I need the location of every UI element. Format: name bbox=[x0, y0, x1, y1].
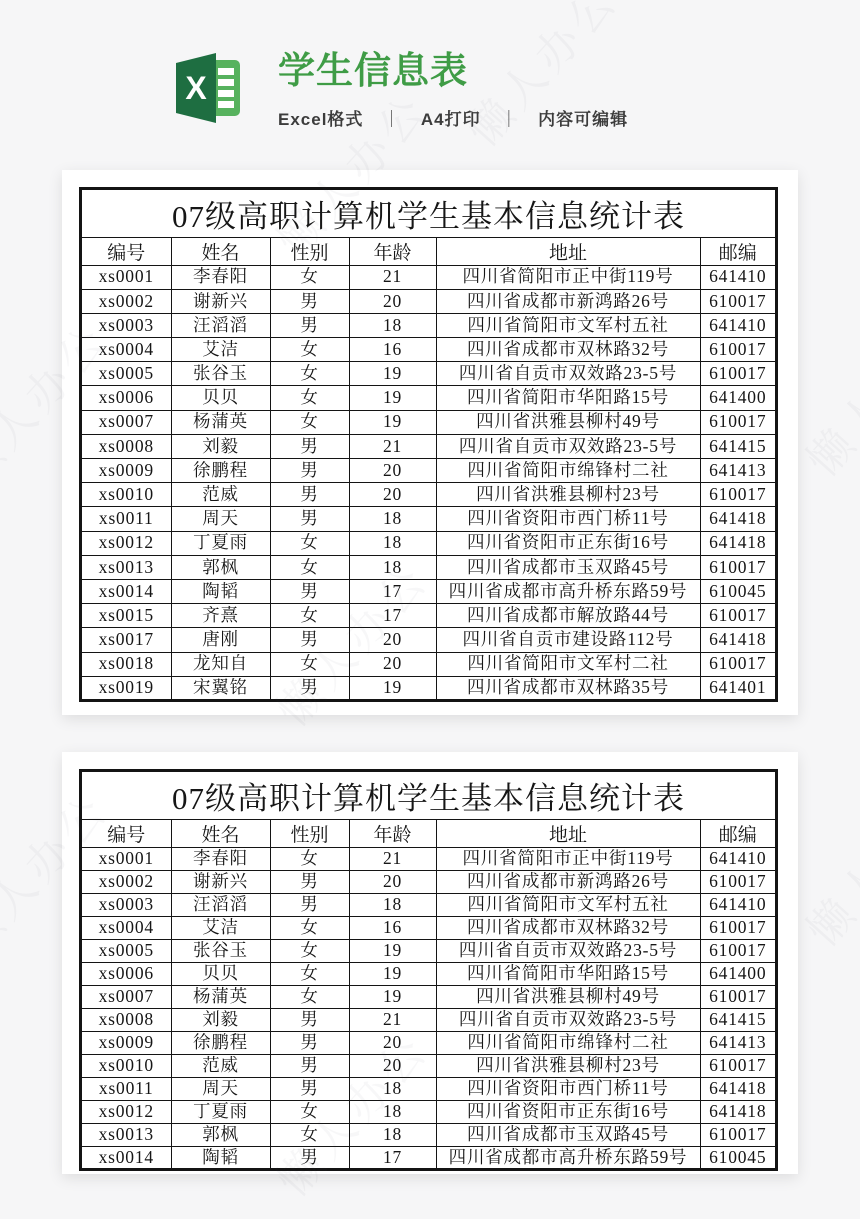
table-cell: 男 bbox=[270, 893, 349, 916]
table-cell: xs0009 bbox=[81, 459, 171, 483]
table-cell: xs0007 bbox=[81, 410, 171, 434]
table-cell: 610017 bbox=[700, 870, 776, 893]
table-cell: 刘毅 bbox=[171, 434, 270, 458]
table-cell: 四川省洪雅县柳村23号 bbox=[436, 1054, 700, 1077]
table-cell: 张谷玉 bbox=[171, 362, 270, 386]
table-cell: 四川省简阳市文军村五社 bbox=[436, 893, 700, 916]
table-cell: xs0011 bbox=[81, 1077, 171, 1100]
table-cell: xs0008 bbox=[81, 1008, 171, 1031]
table-cell: 610017 bbox=[700, 362, 776, 386]
table-cell: 唐刚 bbox=[171, 628, 270, 652]
table-cell: 女 bbox=[270, 939, 349, 962]
table-cell: 周天 bbox=[171, 1077, 270, 1100]
table-cell: xs0010 bbox=[81, 1054, 171, 1077]
table-cell: xs0005 bbox=[81, 939, 171, 962]
table-cell: 四川省自贡市双效路23-5号 bbox=[436, 434, 700, 458]
table-cell: 男 bbox=[270, 870, 349, 893]
table-cell: 男 bbox=[270, 1008, 349, 1031]
table-cell: 18 bbox=[349, 893, 436, 916]
table-row bbox=[81, 507, 776, 531]
table-cell: 四川省成都市双林路32号 bbox=[436, 916, 700, 939]
table-cell: xs0011 bbox=[81, 507, 171, 531]
table-cell: 四川省资阳市西门桥11号 bbox=[436, 507, 700, 531]
table-cell: 610017 bbox=[700, 338, 776, 362]
table-cell: 陶韬 bbox=[171, 1146, 270, 1169]
table-cell: 19 bbox=[349, 386, 436, 410]
table-cell: 四川省洪雅县柳村49号 bbox=[436, 985, 700, 1008]
table-cell: 丁夏雨 bbox=[171, 1100, 270, 1123]
table-cell: xs0007 bbox=[81, 985, 171, 1008]
table-cell: 610017 bbox=[700, 652, 776, 676]
table-cell: 17 bbox=[349, 579, 436, 603]
table-cell: xs0019 bbox=[81, 676, 171, 700]
table-row bbox=[81, 847, 776, 870]
table-cell: 641400 bbox=[700, 386, 776, 410]
table-row bbox=[81, 483, 776, 507]
table-cell: 19 bbox=[349, 676, 436, 700]
table-cell: 四川省自贡市双效路23-5号 bbox=[436, 1008, 700, 1031]
table-cell: 四川省成都市高升桥东路59号 bbox=[436, 1146, 700, 1169]
table-cell: 四川省成都市解放路44号 bbox=[436, 604, 700, 628]
table-cell: 男 bbox=[270, 1146, 349, 1169]
column-header: 地址 bbox=[436, 237, 700, 265]
excel-icon-letter: X bbox=[185, 70, 207, 106]
table-row bbox=[81, 916, 776, 939]
table-row bbox=[81, 362, 776, 386]
table-row bbox=[81, 386, 776, 410]
table-row bbox=[81, 531, 776, 555]
table-cell: 18 bbox=[349, 1100, 436, 1123]
table-cell: 龙知自 bbox=[171, 652, 270, 676]
column-header: 编号 bbox=[81, 819, 171, 847]
column-header: 邮编 bbox=[700, 237, 776, 265]
table-cell: 陶韬 bbox=[171, 579, 270, 603]
table-cell: 男 bbox=[270, 507, 349, 531]
table-cell: xs0013 bbox=[81, 1123, 171, 1146]
table-row bbox=[81, 870, 776, 893]
table-cell: 女 bbox=[270, 962, 349, 985]
table-cell: 610017 bbox=[700, 1054, 776, 1077]
table-cell: 男 bbox=[270, 676, 349, 700]
table-cell: 20 bbox=[349, 870, 436, 893]
table-cell: 四川省自贡市双效路23-5号 bbox=[436, 939, 700, 962]
table-cell: 四川省洪雅县柳村49号 bbox=[436, 410, 700, 434]
table-cell: xs0014 bbox=[81, 579, 171, 603]
subtitle-part-format: Excel格式 bbox=[278, 109, 364, 129]
table-cell: 男 bbox=[270, 628, 349, 652]
table-cell: 女 bbox=[270, 1123, 349, 1146]
table-row bbox=[81, 1123, 776, 1146]
watermark-text bbox=[789, 296, 860, 487]
table-cell: 女 bbox=[270, 985, 349, 1008]
table-cell: 610017 bbox=[700, 1123, 776, 1146]
table-cell: xs0013 bbox=[81, 555, 171, 579]
table-cell: 610017 bbox=[700, 939, 776, 962]
subtitle-separator: ｜ bbox=[383, 109, 402, 129]
table-cell: 女 bbox=[270, 410, 349, 434]
table-cell: 李春阳 bbox=[171, 847, 270, 870]
table-cell: 四川省成都市新鸿路26号 bbox=[436, 870, 700, 893]
table-row bbox=[81, 313, 776, 337]
table-cell: 女 bbox=[270, 555, 349, 579]
table-cell: 20 bbox=[349, 1054, 436, 1077]
table-cell: 男 bbox=[270, 1031, 349, 1054]
table-cell: 19 bbox=[349, 410, 436, 434]
table-cell: 641400 bbox=[700, 962, 776, 985]
table-cell: 21 bbox=[349, 434, 436, 458]
table-cell: 641410 bbox=[700, 313, 776, 337]
table-cell: 20 bbox=[349, 1031, 436, 1054]
table-row bbox=[81, 985, 776, 1008]
table-cell: 四川省简阳市正中街119号 bbox=[436, 265, 700, 289]
table-cell: xs0001 bbox=[81, 265, 171, 289]
table-cell: 19 bbox=[349, 939, 436, 962]
table-cell: 郭枫 bbox=[171, 1123, 270, 1146]
table-cell: 杨蒲英 bbox=[171, 410, 270, 434]
table-cell: 李春阳 bbox=[171, 265, 270, 289]
table-cell: 周天 bbox=[171, 507, 270, 531]
table-cell: 16 bbox=[349, 338, 436, 362]
table-row bbox=[81, 410, 776, 434]
table-cell: xs0003 bbox=[81, 893, 171, 916]
preview-card-1 bbox=[62, 170, 798, 715]
table-title: 07级高职计算机学生基本信息统计表 bbox=[81, 771, 776, 819]
table-cell: 641418 bbox=[700, 628, 776, 652]
table-cell: 女 bbox=[270, 265, 349, 289]
table-cell: 20 bbox=[349, 483, 436, 507]
table-cell: 汪滔滔 bbox=[171, 313, 270, 337]
table-cell: 20 bbox=[349, 628, 436, 652]
table-cell: xs0012 bbox=[81, 1100, 171, 1123]
table-cell: 四川省简阳市绵锋村二社 bbox=[436, 1031, 700, 1054]
column-header: 地址 bbox=[436, 819, 700, 847]
table-cell: 杨蒲英 bbox=[171, 985, 270, 1008]
table-cell: 谢新兴 bbox=[171, 289, 270, 313]
table-row bbox=[81, 434, 776, 458]
table-cell: xs0015 bbox=[81, 604, 171, 628]
table-cell: 610045 bbox=[700, 579, 776, 603]
table-cell: 贝贝 bbox=[171, 962, 270, 985]
table-cell: xs0008 bbox=[81, 434, 171, 458]
table-cell: 610017 bbox=[700, 604, 776, 628]
table-cell: 男 bbox=[270, 313, 349, 337]
table-cell: 四川省简阳市文军村五社 bbox=[436, 313, 700, 337]
table-cell: xs0002 bbox=[81, 289, 171, 313]
column-header: 姓名 bbox=[171, 237, 270, 265]
column-header: 性别 bbox=[270, 819, 349, 847]
table-cell: xs0009 bbox=[81, 1031, 171, 1054]
table-cell: 21 bbox=[349, 847, 436, 870]
table-cell: xs0001 bbox=[81, 847, 171, 870]
table-cell: 17 bbox=[349, 604, 436, 628]
subtitle-separator: ｜ bbox=[500, 109, 519, 129]
table-row bbox=[81, 676, 776, 700]
table-cell: 谢新兴 bbox=[171, 870, 270, 893]
watermark-text bbox=[789, 766, 860, 957]
table-cell: 19 bbox=[349, 962, 436, 985]
subtitle-part-print: A4打印 bbox=[420, 109, 481, 129]
table-cell: xs0018 bbox=[81, 652, 171, 676]
table-cell: 641401 bbox=[700, 676, 776, 700]
table-cell: 641418 bbox=[700, 531, 776, 555]
table-cell: 641415 bbox=[700, 434, 776, 458]
table-cell: 徐鹏程 bbox=[171, 1031, 270, 1054]
table-cell: 女 bbox=[270, 531, 349, 555]
table-cell: 18 bbox=[349, 555, 436, 579]
table-cell: 女 bbox=[270, 652, 349, 676]
table-cell: 齐熹 bbox=[171, 604, 270, 628]
table-cell: xs0003 bbox=[81, 313, 171, 337]
table-cell: 女 bbox=[270, 1100, 349, 1123]
table-row bbox=[81, 1054, 776, 1077]
excel-icon bbox=[170, 50, 242, 126]
page-header bbox=[170, 50, 628, 130]
table-cell: 18 bbox=[349, 531, 436, 555]
column-header: 编号 bbox=[81, 237, 171, 265]
table-row bbox=[81, 1008, 776, 1031]
table-cell: 641418 bbox=[700, 1100, 776, 1123]
table-cell: 四川省资阳市正东街16号 bbox=[436, 1100, 700, 1123]
table-row bbox=[81, 604, 776, 628]
table-row bbox=[81, 338, 776, 362]
table-cell: 四川省简阳市华阳路15号 bbox=[436, 962, 700, 985]
table-row bbox=[81, 265, 776, 289]
table-cell: 贝贝 bbox=[171, 386, 270, 410]
table-cell: 19 bbox=[349, 362, 436, 386]
header-text bbox=[278, 50, 628, 130]
table-cell: xs0017 bbox=[81, 628, 171, 652]
column-header: 性别 bbox=[270, 237, 349, 265]
table-cell: 610017 bbox=[700, 483, 776, 507]
student-info-table bbox=[80, 770, 777, 1170]
table-cell: 21 bbox=[349, 1008, 436, 1031]
table-cell: 张谷玉 bbox=[171, 939, 270, 962]
table-title: 07级高职计算机学生基本信息统计表 bbox=[81, 189, 776, 237]
table-cell: 四川省洪雅县柳村23号 bbox=[436, 483, 700, 507]
table-row bbox=[81, 1100, 776, 1123]
table-cell: 16 bbox=[349, 916, 436, 939]
table-cell: 18 bbox=[349, 1123, 436, 1146]
table-cell: 四川省成都市玉双路45号 bbox=[436, 555, 700, 579]
table-cell: 女 bbox=[270, 362, 349, 386]
table-cell: xs0002 bbox=[81, 870, 171, 893]
table-cell: 男 bbox=[270, 483, 349, 507]
table-row bbox=[81, 1077, 776, 1100]
table-cell: 641410 bbox=[700, 847, 776, 870]
table-cell: 19 bbox=[349, 985, 436, 1008]
table-cell: 四川省简阳市文军村二社 bbox=[436, 652, 700, 676]
table-cell: 四川省简阳市华阳路15号 bbox=[436, 386, 700, 410]
table-cell: 610017 bbox=[700, 410, 776, 434]
table-row bbox=[81, 1146, 776, 1169]
table-cell: 610017 bbox=[700, 985, 776, 1008]
table-cell: 641410 bbox=[700, 893, 776, 916]
table-cell: 汪滔滔 bbox=[171, 893, 270, 916]
table-cell: 18 bbox=[349, 507, 436, 531]
table-cell: 郭枫 bbox=[171, 555, 270, 579]
table-cell: 男 bbox=[270, 459, 349, 483]
table-cell: 艾洁 bbox=[171, 338, 270, 362]
table-cell: 四川省成都市玉双路45号 bbox=[436, 1123, 700, 1146]
table-cell: 范威 bbox=[171, 483, 270, 507]
column-header: 邮编 bbox=[700, 819, 776, 847]
table-cell: 641413 bbox=[700, 1031, 776, 1054]
table-row bbox=[81, 652, 776, 676]
table-cell: 男 bbox=[270, 1054, 349, 1077]
table-cell: 四川省成都市双林路35号 bbox=[436, 676, 700, 700]
table-cell: 徐鹏程 bbox=[171, 459, 270, 483]
table-cell: 范威 bbox=[171, 1054, 270, 1077]
page-subtitle bbox=[278, 105, 628, 130]
column-header: 年龄 bbox=[349, 819, 436, 847]
table-cell: 四川省成都市双林路32号 bbox=[436, 338, 700, 362]
table-cell: 四川省成都市高升桥东路59号 bbox=[436, 579, 700, 603]
table-cell: 18 bbox=[349, 313, 436, 337]
table-cell: 641410 bbox=[700, 265, 776, 289]
table-cell: xs0014 bbox=[81, 1146, 171, 1169]
table-cell: 刘毅 bbox=[171, 1008, 270, 1031]
table-cell: 610017 bbox=[700, 916, 776, 939]
table-row bbox=[81, 459, 776, 483]
table-cell: xs0012 bbox=[81, 531, 171, 555]
table-cell: 男 bbox=[270, 289, 349, 313]
table-cell: 四川省简阳市绵锋村二社 bbox=[436, 459, 700, 483]
student-info-table bbox=[80, 188, 777, 701]
column-header: 姓名 bbox=[171, 819, 270, 847]
table-cell: xs0004 bbox=[81, 338, 171, 362]
table-cell: 20 bbox=[349, 289, 436, 313]
table-cell: 610017 bbox=[700, 555, 776, 579]
table-row bbox=[81, 628, 776, 652]
table-cell: 17 bbox=[349, 1146, 436, 1169]
table-cell: 610017 bbox=[700, 289, 776, 313]
table-cell: 女 bbox=[270, 386, 349, 410]
table-cell: 男 bbox=[270, 434, 349, 458]
table-cell: 女 bbox=[270, 338, 349, 362]
page-title: 学生信息表 bbox=[278, 50, 468, 91]
table-cell: 21 bbox=[349, 265, 436, 289]
table-cell: 641418 bbox=[700, 507, 776, 531]
table-row bbox=[81, 962, 776, 985]
table-cell: 四川省成都市新鸿路26号 bbox=[436, 289, 700, 313]
table-row bbox=[81, 1031, 776, 1054]
table-row bbox=[81, 939, 776, 962]
table-cell: xs0004 bbox=[81, 916, 171, 939]
table-row bbox=[81, 555, 776, 579]
table-row bbox=[81, 289, 776, 313]
table-cell: 女 bbox=[270, 916, 349, 939]
table-cell: 641418 bbox=[700, 1077, 776, 1100]
table-cell: 男 bbox=[270, 1077, 349, 1100]
table-cell: xs0006 bbox=[81, 962, 171, 985]
table-cell: 四川省资阳市正东街16号 bbox=[436, 531, 700, 555]
table-cell: 20 bbox=[349, 459, 436, 483]
table-cell: 四川省简阳市正中街119号 bbox=[436, 847, 700, 870]
table-cell: xs0006 bbox=[81, 386, 171, 410]
table-row bbox=[81, 893, 776, 916]
table-cell: 丁夏雨 bbox=[171, 531, 270, 555]
table-cell: 610045 bbox=[700, 1146, 776, 1169]
preview-card-2 bbox=[62, 752, 798, 1174]
table-cell: 四川省资阳市西门桥11号 bbox=[436, 1077, 700, 1100]
table-cell: 641415 bbox=[700, 1008, 776, 1031]
table-cell: 宋翼铭 bbox=[171, 676, 270, 700]
table-row bbox=[81, 579, 776, 603]
table-cell: 四川省自贡市双效路23-5号 bbox=[436, 362, 700, 386]
table-cell: 18 bbox=[349, 1077, 436, 1100]
table-cell: 艾洁 bbox=[171, 916, 270, 939]
table-cell: 20 bbox=[349, 652, 436, 676]
table-cell: 四川省自贡市建设路112号 bbox=[436, 628, 700, 652]
subtitle-part-editable: 内容可编辑 bbox=[538, 109, 629, 129]
table-cell: 女 bbox=[270, 604, 349, 628]
table-cell: xs0005 bbox=[81, 362, 171, 386]
table-cell: 女 bbox=[270, 847, 349, 870]
table-cell: 男 bbox=[270, 579, 349, 603]
table-cell: xs0010 bbox=[81, 483, 171, 507]
table-cell: 641413 bbox=[700, 459, 776, 483]
column-header: 年龄 bbox=[349, 237, 436, 265]
